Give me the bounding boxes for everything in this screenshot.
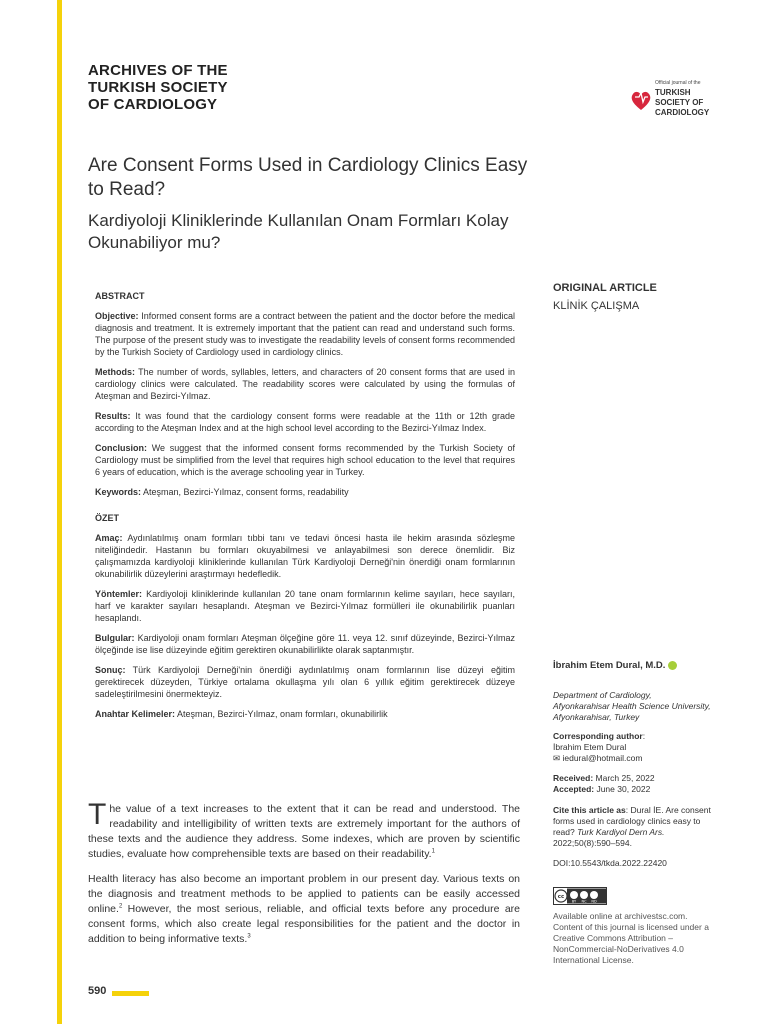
section-label: Yöntemler: (95, 589, 143, 599)
page-number-bar (112, 991, 149, 996)
license-line: Creative Commons Attribution – (553, 933, 673, 943)
article-type-turkish: KLİNİK ÇALIŞMA (553, 300, 640, 312)
author-affiliation (553, 690, 723, 723)
section-text: It was found that the cardiology consent forms were readable at the 11th or 12th grade according to the Ateşman Index and at the high school level according to the Bezirci-Yılmaz Index. (95, 411, 515, 433)
logo-text (655, 88, 709, 118)
author-name-text: İbrahim Etem Dural, M.D. (553, 660, 666, 671)
cite-journal: Turk Kardiyol Dern Ars. (577, 827, 665, 837)
received-label: Received: (553, 773, 594, 783)
ozet-section (95, 632, 515, 656)
section-text: The number of words, syllables, letters, and characters of 20 consent forms that are used in cardiology clinics were calculated. The readability scores were calculated by using the formulas of Ateşman and Bezirci-Yılmaz. (95, 367, 515, 401)
orcid-icon[interactable] (668, 661, 677, 670)
svg-text:NC: NC (581, 899, 587, 904)
svg-text:cc: cc (557, 894, 565, 900)
ozet-section (95, 664, 515, 700)
section-text: Aydınlatılmış onam formları tıbbi tanı ve tedavi öncesi hasta ile hekim arasında sözleşme niteliğindedir. Hastanın bu formları okuyabilmesi ve anlayabilmesi son derece önemlidir. Biz çalışmamızda kardiyoloji kliniklerinde kullanılan Türk Kardiyoloji Derneği'nin önerdiği onam formlarının okunabilirlik düzeylerini araştırmayı hedefledik. (95, 533, 515, 579)
ozet-section (95, 588, 515, 624)
affiliation-line: Afyonkarahisar, Turkey (553, 712, 640, 722)
abstract-section (95, 486, 515, 498)
section-label: Amaç: (95, 533, 123, 543)
abstract-section (95, 310, 515, 358)
page-number: 590 (88, 985, 107, 997)
body-text (88, 798, 520, 957)
society-logo (630, 80, 725, 120)
logo-tagline: Official journal of the (655, 80, 701, 86)
article-title-english: Are Consent Forms Used in Cardiology Clinics Easy to Read? (88, 155, 528, 200)
abstract-heading: ABSTRACT (95, 291, 145, 301)
logo-text-line: SOCIETY OF (655, 98, 704, 107)
svg-text:ND: ND (591, 899, 597, 904)
heart-logo-icon (630, 88, 652, 112)
section-text: Informed consent forms are a contract between the patient and the doctor before the medical diagnosis and treatment. It is extremely important that the patient can read and understand such forms. The purpose of the present study was to investigate the readability levels of consent forms recommended by the Turkish Society of Cardiology used in cardiology clinics. (95, 311, 515, 357)
section-text: Ateşman, Bezirci-Yılmaz, onam formları, okunabilirlik (175, 709, 388, 719)
yellow-side-rule (57, 0, 62, 1024)
section-label: Anahtar Kelimeler: (95, 709, 176, 719)
svg-text:BY: BY (571, 899, 577, 904)
section-text: We suggest that the informed consent forms recommended by the Turkish Society of Cardiology must be simplified from the level that requires high school education to the level that requires 6 years of education, which is the average schooling year in Turkey. (95, 443, 515, 477)
paragraph-text: he value of a text increases to the extent that it can be read and understood. The readability and intelligibility of written texts are extremely important for the authors of these texts and the audience they address. Some indexes, which are proven by scientific studies, evaluate how comprehensible texts are based on their readability. (88, 803, 520, 860)
paragraph-text: However, the most serious, reliable, and official texts before any procedure are consent forms, which also create legal responsibilities for the patient and the doctor in addition to being informative texts. (88, 903, 520, 945)
abstract-section (95, 366, 515, 402)
article-title-turkish: Kardiyoloji Kliniklerinde Kullanılan Onam Formları Kolay Okunabiliyor mu? (88, 211, 509, 252)
journal-title-line: OF CARDIOLOGY (88, 96, 218, 113)
article-type-english: ORIGINAL ARTICLE (553, 282, 657, 294)
section-label: Objective: (95, 311, 139, 321)
cite-text: : Dural İE. Are consent forms used in cardiology clinics easy to read? (553, 805, 711, 837)
abstract-section (95, 442, 515, 478)
license-line: International License. (553, 955, 634, 965)
logo-text-line: CARDIOLOGY (655, 108, 710, 117)
license-text (553, 911, 723, 966)
doi-link[interactable]: DOI:10.5543/tkda.2022.22420 (553, 858, 667, 868)
section-text: Türk Kardiyoloji Derneği'nin önerdiği aydınlatılmış onam formlarının lise düzeyi eğitim gerektirecek düzeyden, Türkiye ortalama okullaşma yılı olan 6 yıllık eğitim gerektirecek düzeye sadeleştirilmesini önermekteyiz. (95, 665, 515, 699)
received-date: March 25, 2022 (593, 773, 655, 783)
section-label: Keywords: (95, 487, 142, 497)
paragraph-text: Health literacy has also become an important problem in our present day. Various texts on the diagnosis and treatment methods to be applied to patients can be easily accessed online. (88, 873, 520, 915)
corresponding-name: İbrahim Etem Dural (553, 742, 627, 752)
cite-ref: 2022;50(8):590–594. (553, 838, 632, 848)
corresponding-author: Corresponding author: İbrahim Etem Dural ✉ iedural@hotmail.com (553, 731, 723, 764)
abstract-block (95, 290, 515, 728)
accepted-date: June 30, 2022 (594, 784, 651, 794)
section-text: Kardiyoloji kliniklerinde kullanılan 20 tane onam formlarının kelime sayıları, hece sayıları, harf ve karakter sayıları hesaplandı. Ateşman ve Bezirci-Yılmaz formülleri ile okunabilirlik puanları hesaplandı. (95, 589, 515, 623)
citation-block (553, 805, 723, 849)
logo-text-line: TURKISH (655, 88, 691, 97)
license-line: NonCommercial-NoDerivatives 4.0 (553, 944, 684, 954)
accepted-label: Accepted: (553, 784, 595, 794)
author-name (553, 660, 677, 671)
section-label: Conclusion: (95, 443, 147, 453)
ozet-section (95, 532, 515, 580)
author-email-link[interactable]: iedural@hotmail.com (562, 753, 643, 763)
ozet-heading: ÖZET (95, 513, 119, 523)
drop-cap: T (88, 798, 107, 831)
section-label: Results: (95, 411, 131, 421)
body-paragraph (88, 798, 520, 862)
reference-marker[interactable]: 1 (431, 848, 435, 855)
creative-commons-license-icon[interactable] (553, 887, 607, 905)
section-text: Kardiyoloji onam formları Ateşman ölçeğine göre 11. veya 12. sınıf düzeyinde, Bezirci-Yılmaz ölçeğinde ise lise düzeyinde eğitim gerektiren okunabilirlikte olarak saptanmıştır. (95, 633, 515, 655)
journal-title-line: ARCHIVES OF THE (88, 62, 228, 79)
cite-label: Cite this article as (553, 805, 626, 815)
ozet-section (95, 708, 515, 720)
abstract-section (95, 410, 515, 434)
section-label: Methods: (95, 367, 135, 377)
body-paragraph (88, 872, 520, 947)
reference-marker[interactable]: 2 (118, 903, 123, 910)
section-label: Sonuç: (95, 665, 126, 675)
corresponding-label: Corresponding author (553, 731, 643, 741)
affiliation-line: Department of Cardiology, (553, 690, 652, 700)
section-label: Bulgular: (95, 633, 135, 643)
journal-title-line: TURKISH SOCIETY (88, 79, 228, 96)
affiliation-line: Afyonkarahisar Health Science University, (553, 701, 711, 711)
journal-title (88, 62, 228, 113)
license-line: Available online at archivestsc.com. (553, 911, 688, 921)
section-text: Ateşman, Bezirci-Yılmaz, consent forms, readability (141, 487, 349, 497)
reference-marker[interactable]: 3 (247, 933, 251, 940)
envelope-icon: ✉ (553, 753, 563, 763)
article-dates (553, 773, 723, 795)
license-line: Content of this journal is licensed under a (553, 922, 709, 932)
